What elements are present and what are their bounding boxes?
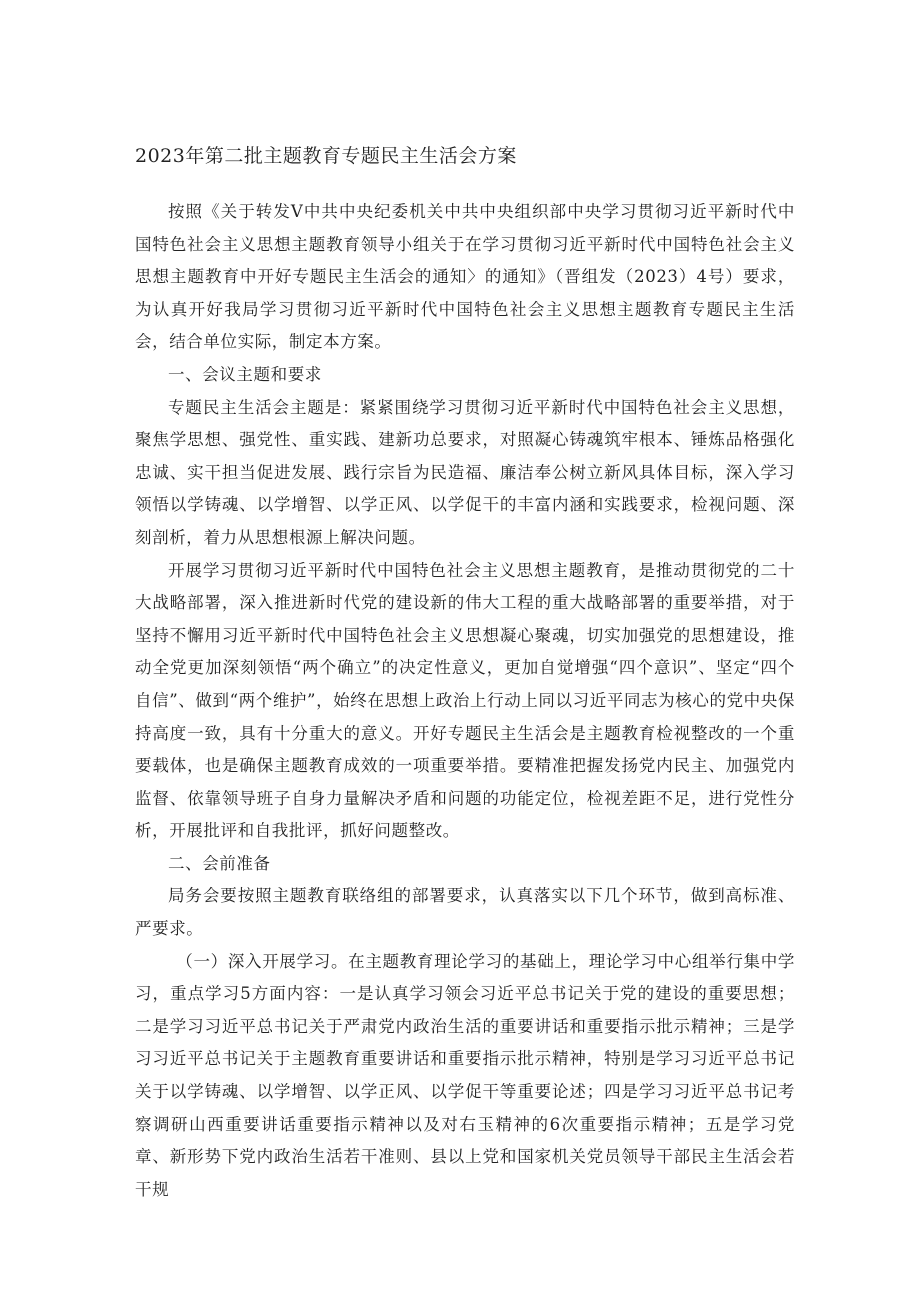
intro-paragraph: 按照《关于转发V中共中央纪委机关中共中央组织部中央学习贯彻习近平新时代中国特色社会主义思想主题教育领导小组关于在学习贯彻习近平新时代中国特色社会主义思想主题教育中开好专题民主生活会的通知〉的通知》（晋组发（2023）4号）要求，为认真开好我局学习贯彻习近平新时代中国特色社会主义思想主题教育专题民主生活会，结合单位实际，制定本方案。	[135, 202, 795, 352]
preparation-paragraph: 局务会要按照主题教育联络组的部署要求，认真落实以下几个环节，做到高标准、严要求。	[135, 886, 795, 939]
document-body	[135, 196, 795, 1206]
section-heading-preparation: 二、会前准备	[168, 853, 271, 873]
theme-paragraph: 专题民主生活会主题是：紧紧围绕学习贯彻习近平新时代中国特色社会主义思想，聚焦学思想、强党性、重实践、建新功总要求，对照凝心铸魂筑牢根本、锤炼品格强化忠诚、实干担当促进发展、践行宗旨为民造福、廉洁奉公树立新风具体目标，深入学习领悟以学铸魂、以学增智、以学正风、以学促干的丰富内涵和实践要求，检视问题、深刻剖析，着力从思想根源上解决问题。	[135, 397, 795, 547]
section-heading-meeting-theme: 一、会议主题和要求	[168, 364, 322, 384]
study-item-paragraph: （一）深入开展学习。在主题教育理论学习的基础上，理论学习中心组举行集中学习，重点学习5方面内容：一是认真学习领会习近平总书记关于党的建设的重要思想；二是学习习近平总书记关于严肃党内政治生活的重要讲话和重要指示批示精神；三是学习习近平总书记关于主题教育重要讲话和重要指示批示精神，特别是学习习近平总书记关于以学铸魂、以学增智、以学正风、以学促干等重要论述；四是学习习近平总书记考察调研山西重要讲话重要指示精神以及对右玉精神的6次重要指示精神；五是学习党章、新形势下党内政治生活若干准则、县以上党和国家机关党员领导干部民主生活会若干规	[135, 951, 795, 1199]
significance-paragraph: 开展学习贯彻习近平新时代中国特色社会主义思想主题教育，是推动贯彻党的二十大战略部署，深入推进新时代党的建设新的伟大工程的重大战略部署的重要举措，对于坚持不懈用习近平新时代中国特色社会主义思想凝心聚魂，切实加强党的思想建设，推动全党更加深刻领悟“两个确立”的决定性意义，更加自觉增强“四个意识”、坚定“四个自信”、做到“两个维护”，始终在思想上政治上行动上同以习近平同志为核心的党中央保持高度一致，具有十分重大的意义。开好专题民主生活会是主题教育检视整改的一个重要载体，也是确保主题教育成效的一项重要举措。要精准把握发扬党内民主、加强党内监督、依靠领导班子自身力量解决矛盾和问题的功能定位，检视差距不足，进行党性分析，开展批评和自我批评，抓好问题整改。	[135, 560, 795, 841]
document-title: 2023年第二批主题教育专题民主生活会方案	[135, 145, 517, 167]
